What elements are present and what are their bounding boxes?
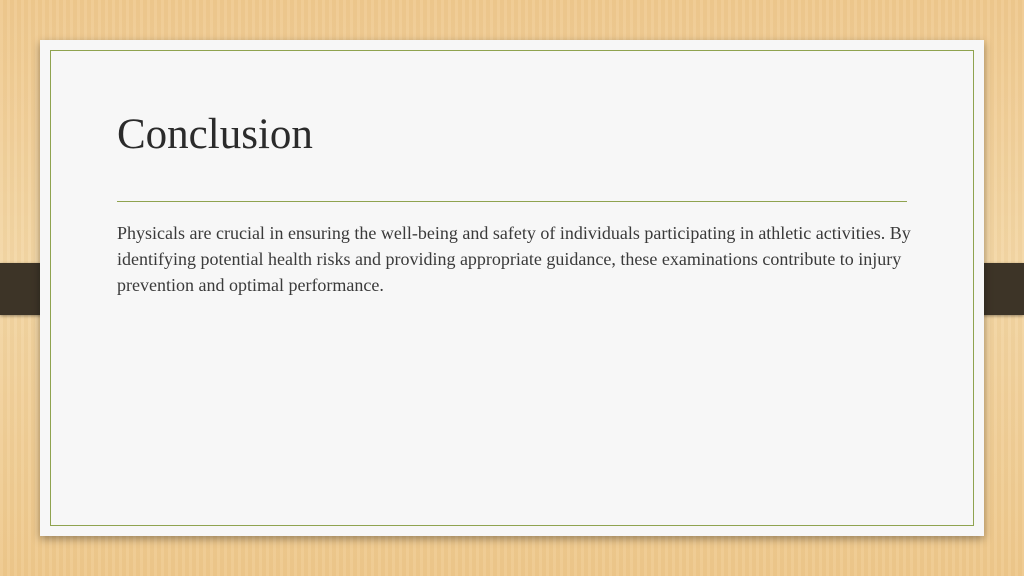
title-divider — [117, 201, 907, 202]
slide-title: Conclusion — [117, 111, 313, 158]
slide-body-text: Physicals are crucial in ensuring the well-being and safety of individuals participating in athletic activities. By identifying potential health risks and providing appropriate guidance, these examinations contribute to injury prevention and optimal performance. — [117, 223, 911, 295]
